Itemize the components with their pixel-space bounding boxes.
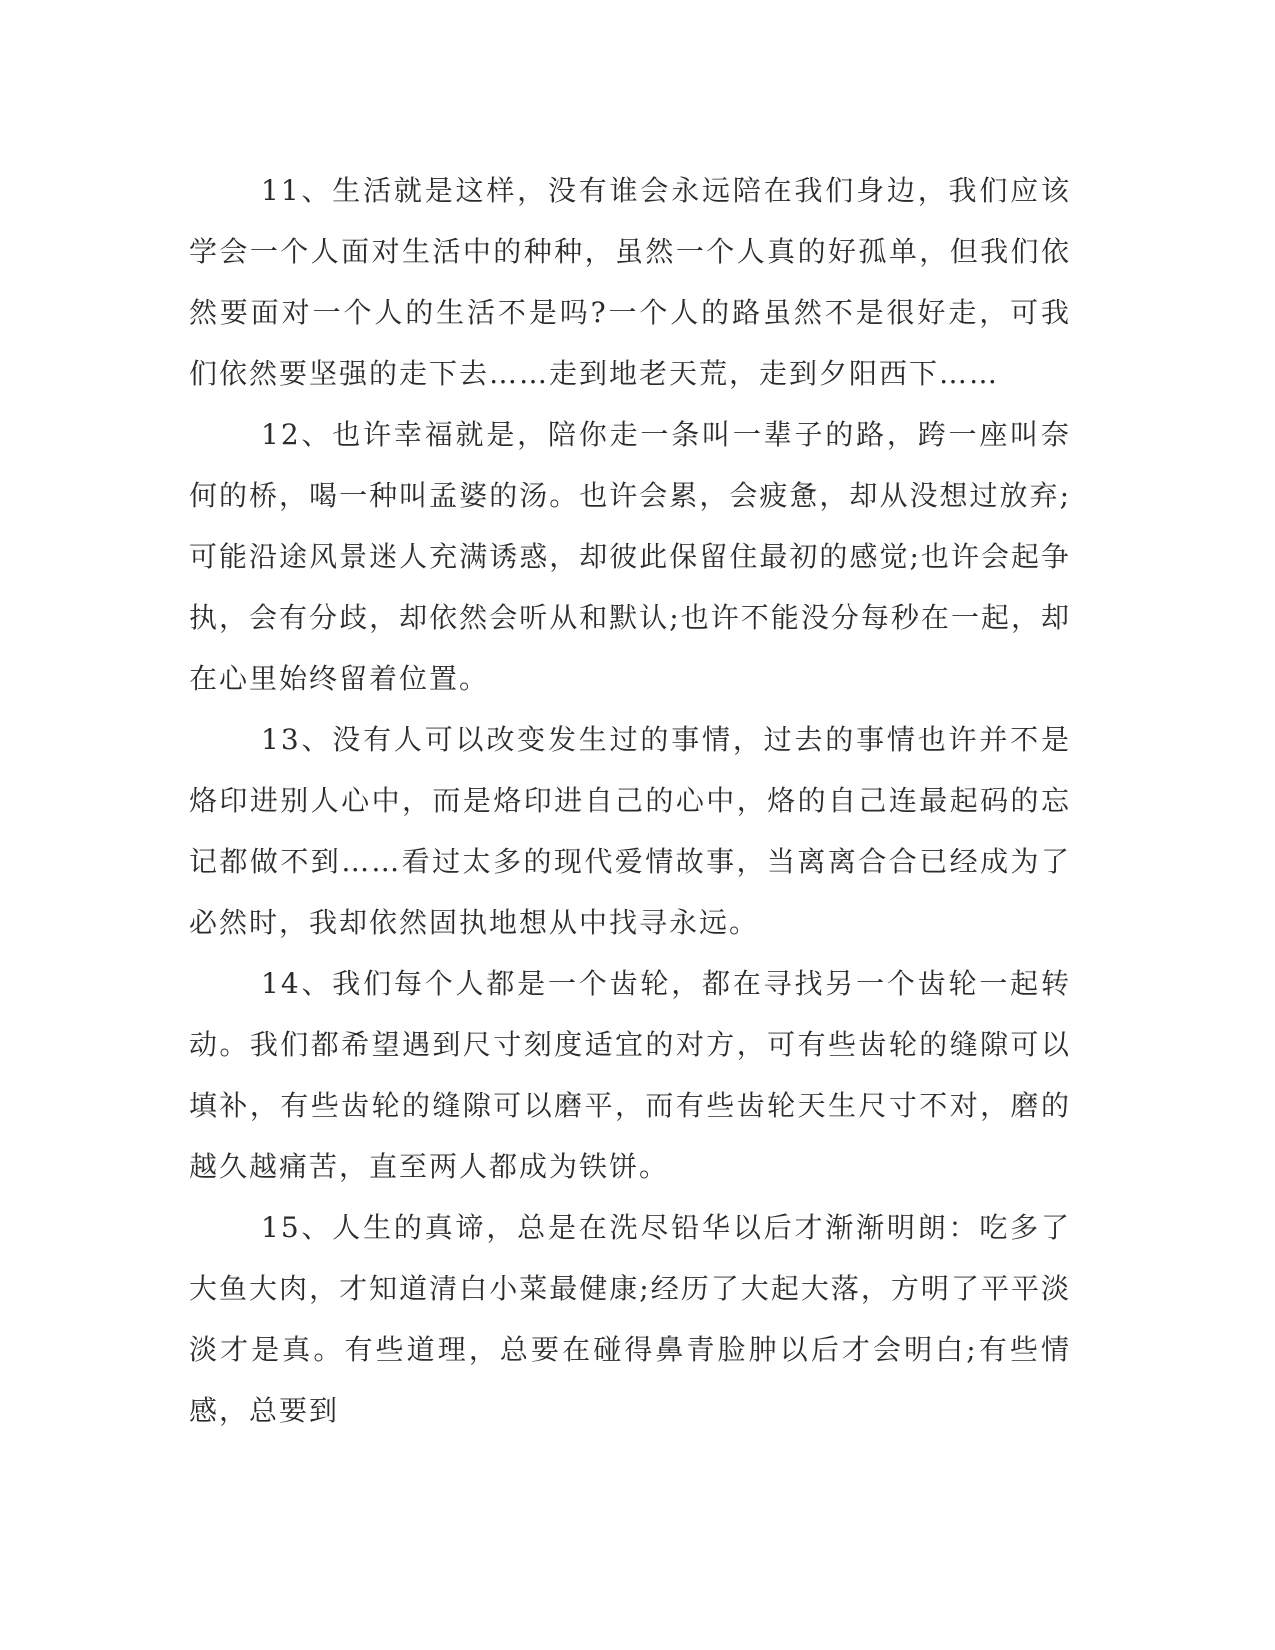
document-body: [189, 160, 1071, 1441]
paragraph-12: 12、也许幸福就是，陪你走一条叫一辈子的路，跨一座叫奈何的桥，喝一种叫孟婆的汤。也许会累，会疲惫，却从没想过放弃;可能沿途风景迷人充满诱惑，却彼此保留住最初的感觉;也许会起争执，会有分歧，却依然会听从和默认;也许不能没分每秒在一起，却在心里始终留着位置。: [189, 418, 1071, 695]
paragraph-13: 13、没有人可以改变发生过的事情，过去的事情也许并不是烙印进别人心中，而是烙印进自己的心中，烙的自己连最起码的忘记都做不到……看过太多的现代爱情故事，当离离合合已经成为了必然时，我却依然固执地想从中找寻永远。: [189, 723, 1071, 939]
paragraph-15: 15、人生的真谛，总是在洗尽铅华以后才渐渐明朗：吃多了大鱼大肉，才知道清白小菜最健康;经历了大起大落，方明了平平淡淡才是真。有些道理，总要在碰得鼻青脸肿以后才会明白;有些情感，总要到: [189, 1211, 1071, 1427]
paragraph-14: 14、我们每个人都是一个齿轮，都在寻找另一个齿轮一起转动。我们都希望遇到尺寸刻度适宜的对方，可有些齿轮的缝隙可以填补，有些齿轮的缝隙可以磨平，而有些齿轮天生尺寸不对，磨的越久越痛苦，直至两人都成为铁饼。: [189, 967, 1071, 1183]
paragraph-11: 11、生活就是这样，没有谁会永远陪在我们身边，我们应该学会一个人面对生活中的种种，虽然一个人真的好孤单，但我们依然要面对一个人的生活不是吗?一个人的路虽然不是很好走，可我们依然要坚强的走下去……走到地老天荒，走到夕阳西下……: [189, 174, 1071, 390]
